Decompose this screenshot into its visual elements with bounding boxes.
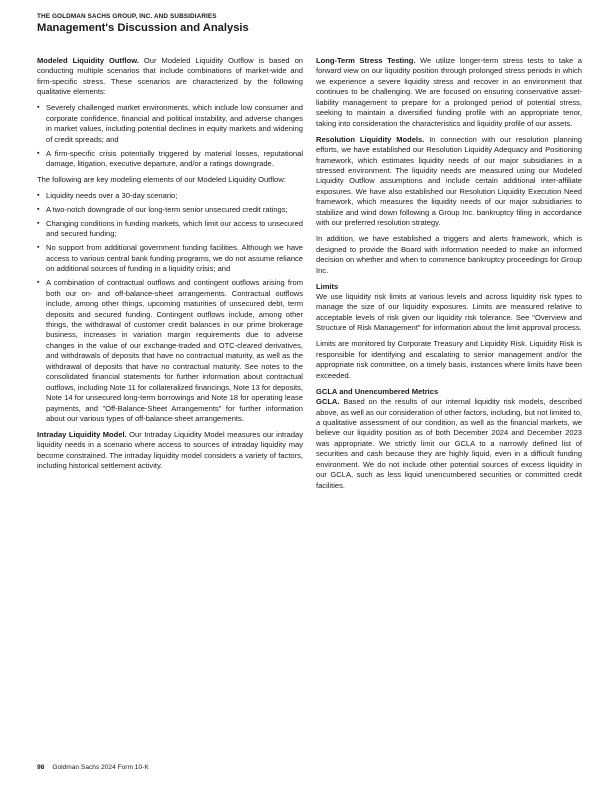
page-footer bbox=[37, 764, 149, 771]
paragraph-lead: Modeled Liquidity Outflow. bbox=[37, 56, 139, 65]
paragraph-text: We utilize longer-term stress tests to take a forward view on our liquidity position through prolonged stress periods in which we experience a severe liquidity stress and recover in an environment that continues to be challenging. We are focused on ensuring conservative asset-liability management to prepare for a prolonged period of potential stress, seeking to maintain a diversified funding profile with an appropriate tenor, taking into consideration the characteristics and liquidity profile of our assets. bbox=[316, 56, 582, 128]
paragraph-lead: Intraday Liquidity Model. bbox=[37, 430, 127, 439]
list-item: ▪ A firm-specific crisis potentially triggered by material losses, reputational damage, litigation, executive departure, and/or a ratings downgrade. bbox=[37, 149, 303, 170]
right-column bbox=[316, 56, 582, 497]
list-item: ▪ No support from additional government funding facilities. Although we have access to various central bank funding programs, we do not assume reliance on additional sources of funding in a liquidity crisis; and bbox=[37, 243, 303, 274]
paragraph-resolution-liquidity bbox=[316, 135, 582, 229]
paragraph-limits-1: We use liquidity risk limits at various levels and across liquidity risk types to manage the size of our liquidity exposures. Limits are measured relative to acceptable levels of risk given our liquidity risk tolerance. See "Overview and Structure of Risk Management" for information about the limit approval process. bbox=[316, 292, 582, 333]
paragraph-limits-2: Limits are monitored by Corporate Treasury and Liquidity Risk. Liquidity Risk is responsible for identifying and escalating to senior management and/or the appropriate risk committee, on a timely basis, instances where limits have been exceeded. bbox=[316, 339, 582, 380]
paragraph-modeled-liquidity-outflow bbox=[37, 56, 303, 98]
paragraph-text: In connection with our resolution planning efforts, we have established our Resolution Liquidity Adequacy and Positioning framework, which estimates liquidity needs of our major subsidiaries in a stressed environment. The liquidity needs are measured using our Modeled Liquidity Outflow assumptions and include certain additional inter-affiliate exposures. We have also established our Resolution Liquidity Execution Need framework, which measures the liquidity needs of our major subsidiaries to stabilize and wind down following a Group Inc. bankruptcy filing in accordance with our preferred resolution strategy. bbox=[316, 134, 582, 228]
section-heading-limits: Limits bbox=[316, 281, 339, 291]
modeling-elements-list bbox=[37, 191, 303, 425]
paragraph-long-term-stress bbox=[316, 56, 582, 129]
paragraph-gcla bbox=[316, 397, 582, 491]
company-header: THE GOLDMAN SACHS GROUP, INC. AND SUBSIDIARIES bbox=[37, 13, 217, 20]
paragraph-text: Based on the results of our internal liquidity risk models, described above, as well as our consideration of other factors, including, but not limited to, a qualitative assessment of our condition, as well as the financial markets, we believe our liquidity position as of both December 2024 and December 2023 was appropriate. We strictly limit our GCLA to a narrowly defined list of securities and cash because they are highly liquid, even in a difficult funding environment. We do not include other potential sources of excess liquidity in our GCLA, such as less liquid unencumbered securities or committed credit facilities. bbox=[316, 397, 582, 490]
page-number: 98 bbox=[37, 764, 45, 771]
section-title: Management's Discussion and Analysis bbox=[37, 22, 249, 34]
paragraph-lead: GCLA. bbox=[316, 397, 340, 407]
list-item: ▪ Changing conditions in funding markets, which limit our access to unsecured and secured funding; bbox=[37, 219, 303, 240]
paragraph-text: Our Modeled Liquidity Outflow is based on conducting multiple scenarios that include combinations of market-wide and firm-specific stress. These scenarios are characterized by the following qualitative elements: bbox=[37, 56, 303, 97]
paragraph-key-elements: The following are key modeling elements of our Modeled Liquidity Outflow: bbox=[37, 175, 286, 185]
paragraph-lead: Resolution Liquidity Models. bbox=[316, 134, 425, 144]
paragraph-triggers-alerts: In addition, we have established a triggers and alerts framework, which is designed to provide the Board with information needed to make an informed decision on whether and when to commence bankruptcy proceedings for Group Inc. bbox=[316, 234, 582, 275]
paragraph-intraday-liquidity bbox=[37, 430, 303, 472]
left-column bbox=[37, 56, 303, 477]
document-name: Goldman Sachs 2024 Form 10-K bbox=[52, 764, 149, 771]
paragraph-text: Our Intraday Liquidity Model measures our intraday liquidity needs in a scenario where access to sources of intraday liquidity may become constrained. The intraday liquidity model considers a variety of factors, including historical settlement activity. bbox=[37, 430, 303, 471]
list-item: ▪ Severely challenged market environments, which include low consumer and corporate confidence, financial and political instability, and adverse changes in market values, including potential declines in equity markets and widening of credit spreads; and bbox=[37, 103, 303, 145]
list-item: ▪ A two-notch downgrade of our long-term senior unsecured credit ratings; bbox=[37, 205, 303, 215]
list-item: ▪ Liquidity needs over a 30-day scenario; bbox=[37, 191, 303, 201]
section-heading-gcla: GCLA and Unencumbered Metrics bbox=[316, 386, 439, 396]
list-item: ▪ A combination of contractual outflows and contingent outflows arising from both our on- and off-balance-sheet arrangements. Contractual outflows include, among other things, upcoming maturities of unsecured debt, term deposits and secured funding. Contingent outflows include, among other things, the withdrawal of customer credit balances in our prime brokerage business, increases in variation margin requirements due to adverse changes in the value of our exchange-traded and OTC-cleared derivatives, and withdrawals of deposits that have no contractual maturity, as well as the withdrawal of deposits that have no contractual maturity. See notes to the consolidated financial statements for further information about contractual outflows, including Note 11 for collateralized financings, Note 13 for deposits, Note 14 for unsecured long-term borrowings and Note 18 for operating lease payments, and "Off-Balance-Sheet Arrangements" for further information about our various types of off-balance-sheet arrangements. bbox=[37, 278, 303, 424]
qualitative-elements-list bbox=[37, 103, 303, 169]
paragraph-lead: Long-Term Stress Testing. bbox=[316, 56, 416, 65]
